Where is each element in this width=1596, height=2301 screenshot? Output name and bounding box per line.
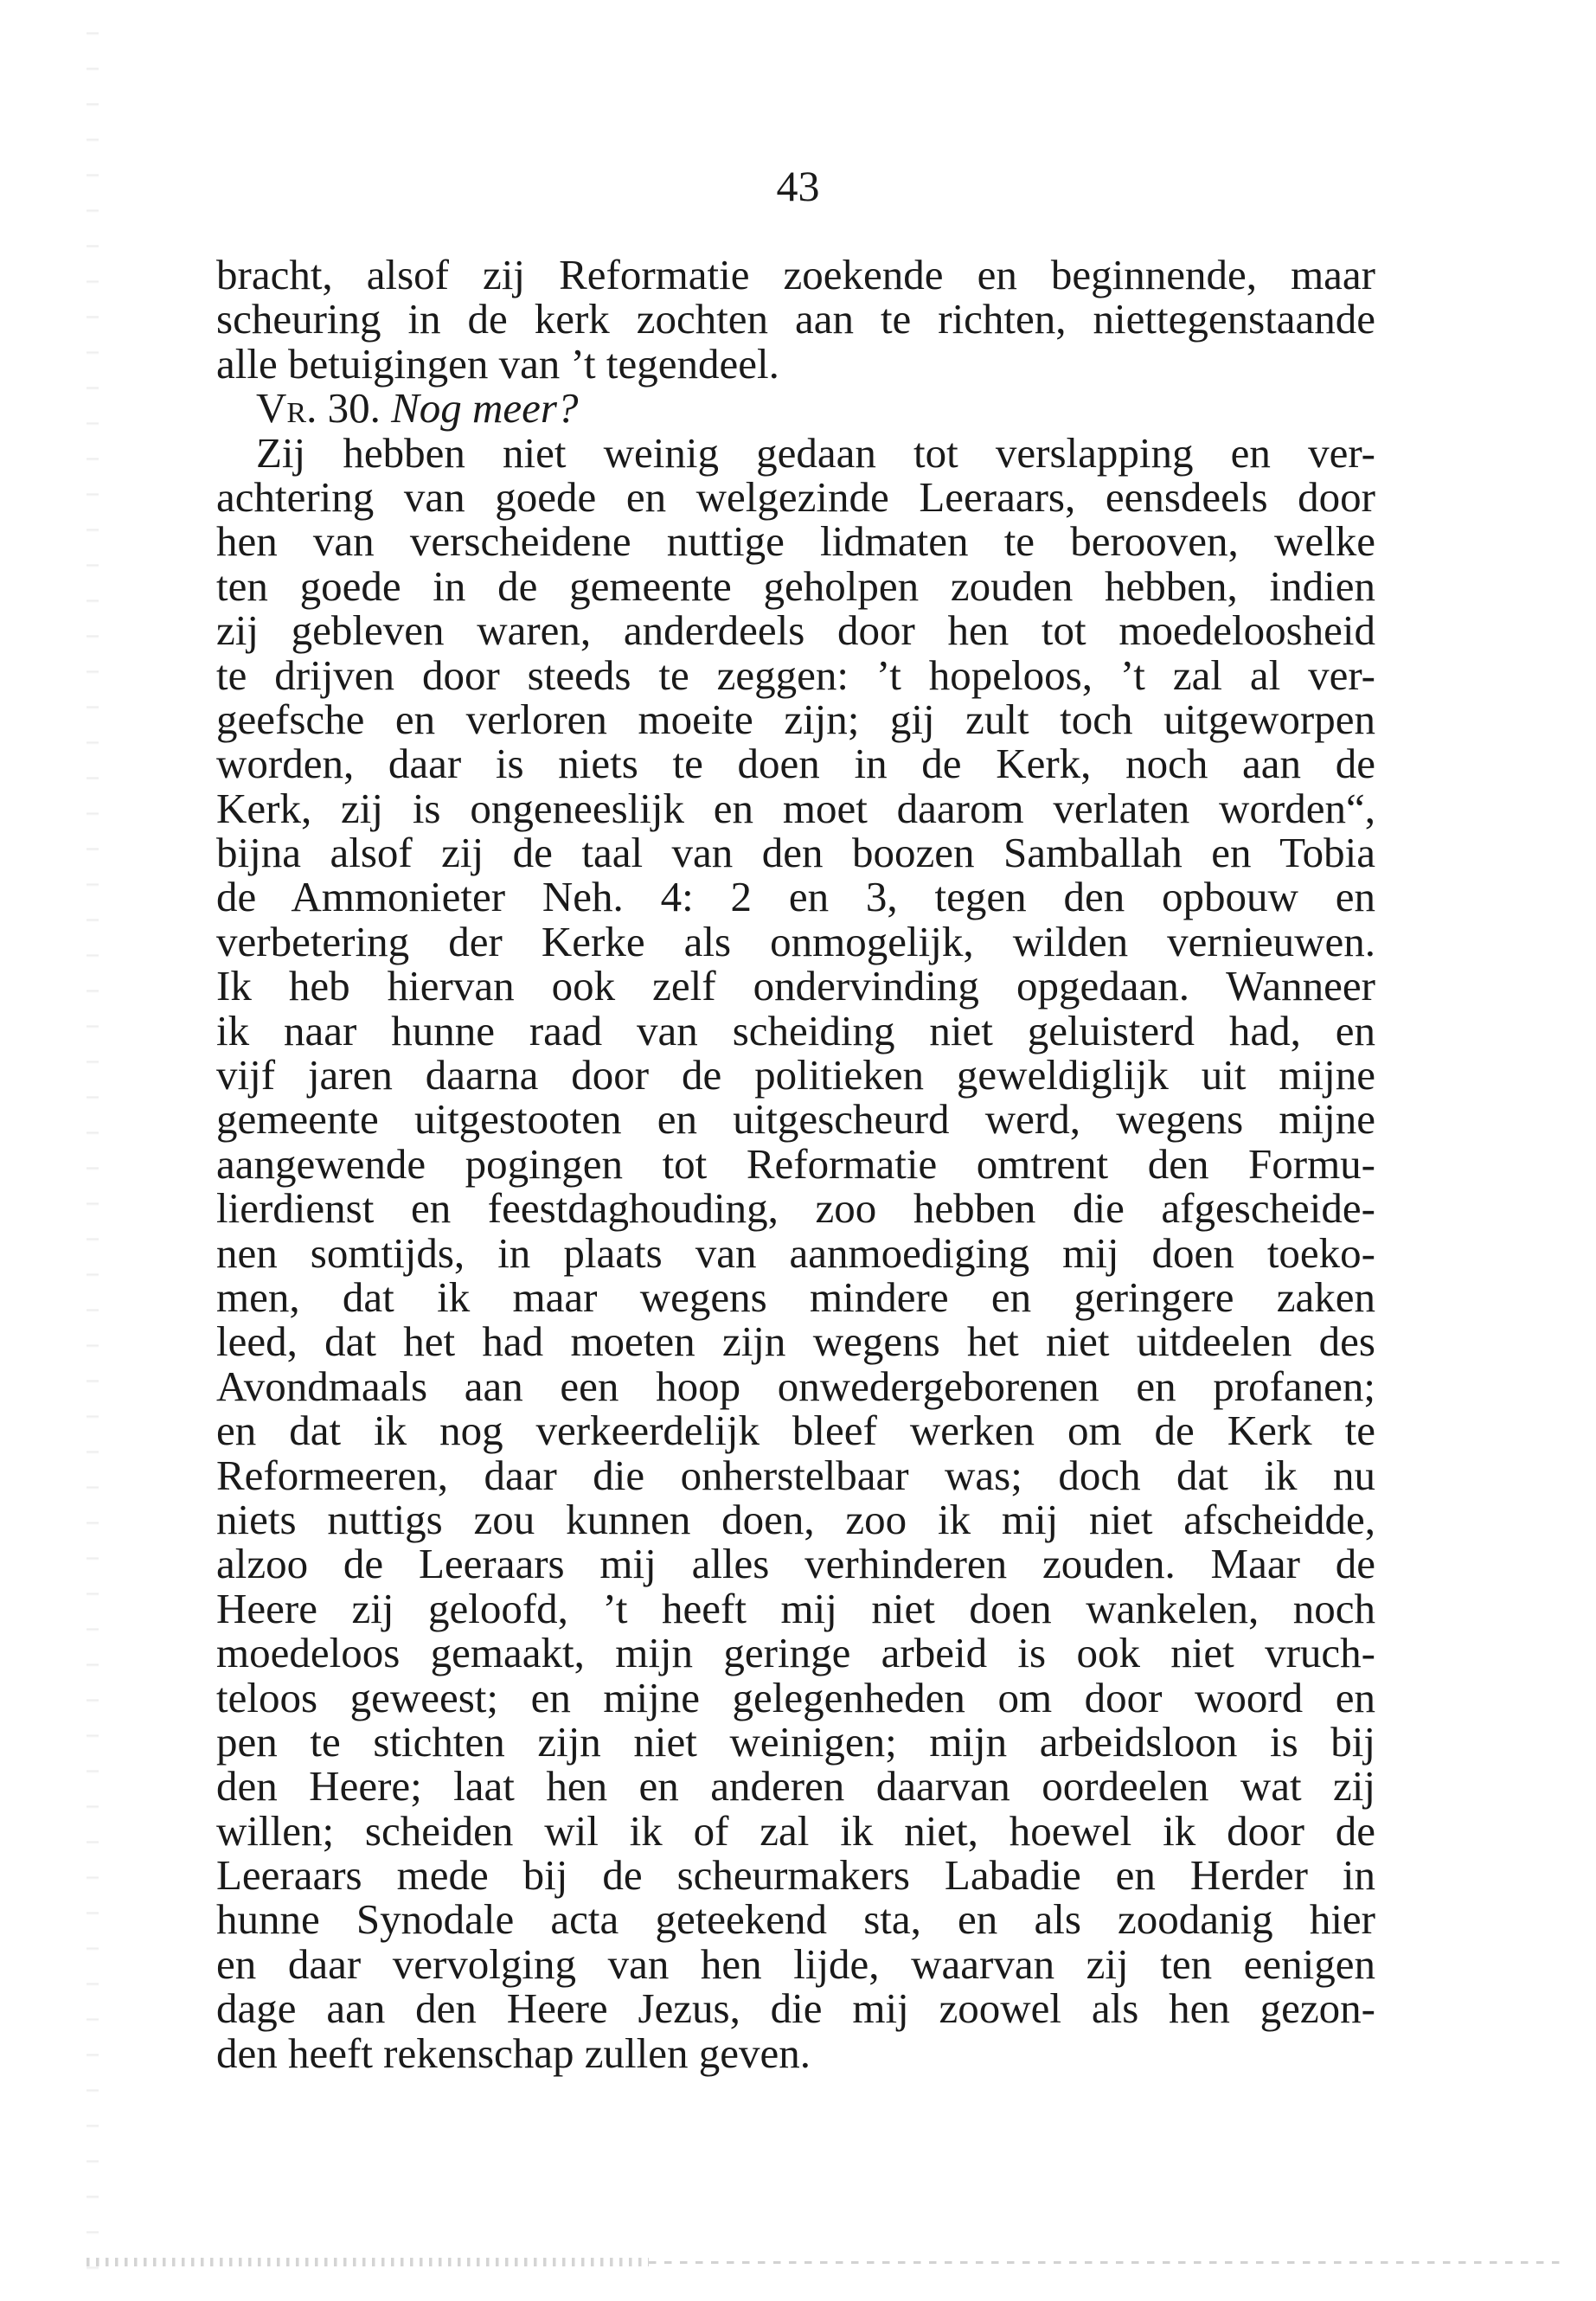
text-line: ik naar hunne raad van scheiding niet geluisterd had, en <box>216 1006 1375 1054</box>
text-line: lierdienst en feestdaghouding, zoo hebben die afgescheide- <box>216 1184 1375 1233</box>
text-line: den heeft rekenschap zullen geven. <box>216 2029 811 2077</box>
page-edge-speckle <box>87 0 99 2301</box>
question-text: Nog meer? <box>391 384 579 433</box>
text-line: Kerk, zij is ongeneeslijk en moet daarom verlaten worden“, <box>216 784 1375 832</box>
page-number: 43 <box>776 162 820 210</box>
text-line: scheuring in de kerk zochten aan te richten, niettegenstaande <box>216 295 1375 343</box>
text-line: den Heere; laat hen en anderen daarvan oordeelen wat zij <box>216 1762 1375 1811</box>
text-line: dage aan den Heere Jezus, die mij zoowel als hen gezon- <box>216 1984 1375 2033</box>
text-line: willen; scheiden wil ik of zal ik niet, hoewel ik door de <box>216 1806 1375 1855</box>
question-number: Vr. 30. <box>256 384 381 433</box>
text-line: Zij hebben niet weinig gedaan tot verslapping en ver- <box>256 428 1375 477</box>
text-line: vijf jaren daarna door de politieken geweldiglijk uit mijne <box>216 1051 1375 1099</box>
text-line: Heere zij geloofd, ’t heeft mij niet doen wankelen, noch <box>216 1584 1375 1632</box>
text-line: en dat ik nog verkeerdelijk bleef werken om de Kerk te <box>216 1407 1375 1455</box>
text-line: te drijven door steeds te zeggen: ’t hopeloos, ’t zal al ver- <box>216 651 1375 699</box>
page-bottom-speckle <box>87 2258 649 2266</box>
text-line: verbetering der Kerke als onmogelijk, wilden vernieuwen. <box>216 917 1375 965</box>
text-line: alle betuigingen van ’t tegendeel. <box>216 339 779 388</box>
text-line: alzoo de Leeraars mij alles verhinderen zouden. Maar de <box>216 1540 1375 1588</box>
text-line: zij gebleven waren, anderdeels door hen tot moedeloosheid <box>216 606 1375 655</box>
text-line: de Ammonieter Neh. 4: 2 en 3, tegen den opbouw en <box>216 873 1375 921</box>
text-line: pen te stichten zijn niet weinigen; mijn arbeidsloon is bij <box>216 1717 1375 1766</box>
text-line: achtering van goede en welgezinde Leeraars, eensdeels door <box>216 472 1375 521</box>
text-line: Avondmaals aan een hoop onwedergeborenen en profanen; <box>216 1362 1375 1410</box>
text-line: bracht, alsof zij Reformatie zoekende en beginnende, maar <box>216 251 1375 298</box>
text-line: Ik heb hiervan ook zelf ondervinding opgedaan. Wanneer <box>216 962 1375 1010</box>
text-line: nen somtijds, in plaats van aanmoediging mij doen toeko- <box>216 1228 1375 1277</box>
text-line: men, dat ik maar wegens mindere en geringere zaken <box>216 1272 1375 1321</box>
text-line: teloos geweest; en mijne gelegenheden om door woord en <box>216 1673 1375 1721</box>
text-line: Reformeeren, daar die onherstelbaar was; doch dat ik nu <box>216 1451 1375 1499</box>
text-line: worden, daar is niets te doen in de Kerk, noch aan de <box>216 740 1375 788</box>
text-line: bijna alsof zij de taal van den boozen Samballah en Tobia <box>216 829 1375 877</box>
text-line: hunne Synodale acta geteekend sta, en als zoodanig hier <box>216 1895 1375 1944</box>
text-line: hen van verscheidene nuttige lidmaten te berooven, welke <box>216 517 1375 566</box>
text-line: ten goede in de gemeente geholpen zouden hebben, indien <box>216 561 1375 610</box>
text-line: Leeraars mede bij de scheurmakers Labadie en Herder in <box>216 1851 1375 1900</box>
page-bottom-edge <box>649 2261 1566 2264</box>
text-line: niets nuttigs zou kunnen doen, zoo ik mij niet afscheidde, <box>216 1495 1375 1543</box>
text-line: gemeente uitgestooten en uitgescheurd werd, wegens mijne <box>216 1095 1375 1144</box>
question-heading <box>216 384 1375 433</box>
text-line: en daar vervolging van hen lijde, waarvan zij ten eenigen <box>216 1939 1375 1988</box>
text-line: leed, dat het had moeten zijn wegens het niet uitdeelen des <box>216 1317 1375 1366</box>
text-line: aangewende pogingen tot Reformatie omtrent den Formu- <box>216 1139 1375 1188</box>
text-line: geefsche en verloren moeite zijn; gij zult toch uitgeworpen <box>216 695 1375 743</box>
text-line: moedeloos gemaakt, mijn geringe arbeid is ook niet vruch- <box>216 1629 1375 1677</box>
body-text <box>216 253 1375 2075</box>
